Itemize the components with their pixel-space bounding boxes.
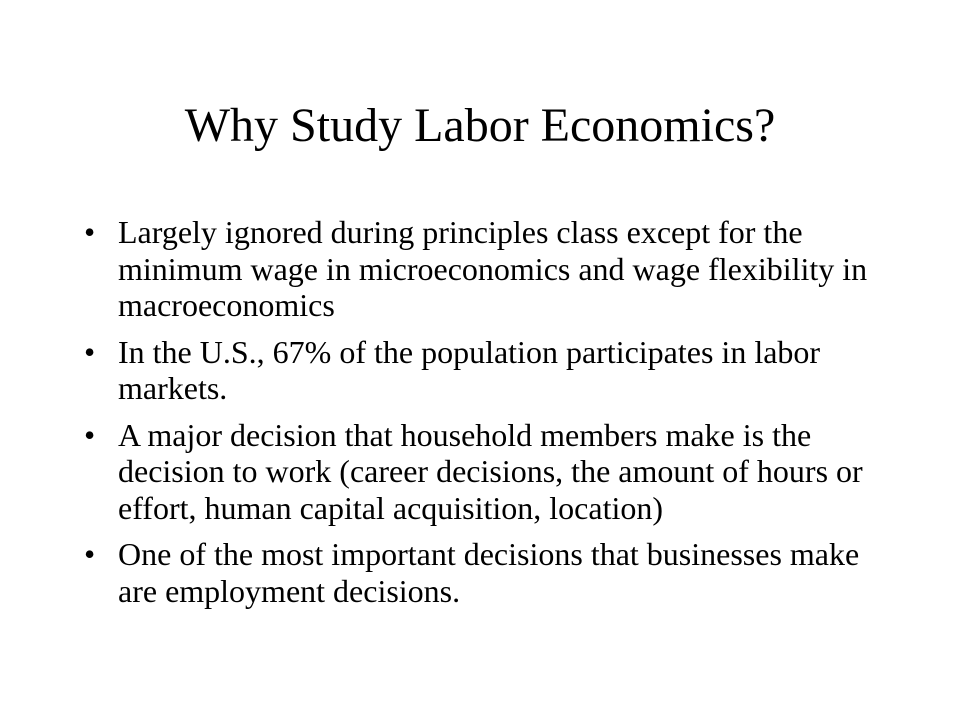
bullet-marker: • xyxy=(84,416,96,453)
bullet-text: Largely ignored during principles class except for the minimum wage in microeconomics and wage flexibility in macroeconomics xyxy=(118,214,868,323)
bullet-item xyxy=(80,417,880,527)
bullet-marker: • xyxy=(84,536,96,572)
bullet-marker: • xyxy=(84,214,96,250)
bullet-text: One of the most important decisions that businesses make are employment decisions. xyxy=(118,536,860,609)
slide-title: Why Study Labor Economics? xyxy=(184,99,776,152)
bullet-item xyxy=(80,214,880,324)
bullet-text: A major decision that household members make is the decision to work (career decisions, the amount of hours or effort, human capital acquisition, location) xyxy=(118,416,863,526)
bullet-list xyxy=(80,214,880,619)
bullet-item xyxy=(80,536,880,609)
bullet-marker: • xyxy=(84,333,96,370)
bullet-text: In the U.S., 67% of the population participates in labor markets. xyxy=(118,333,821,406)
bullet-item xyxy=(80,334,880,407)
